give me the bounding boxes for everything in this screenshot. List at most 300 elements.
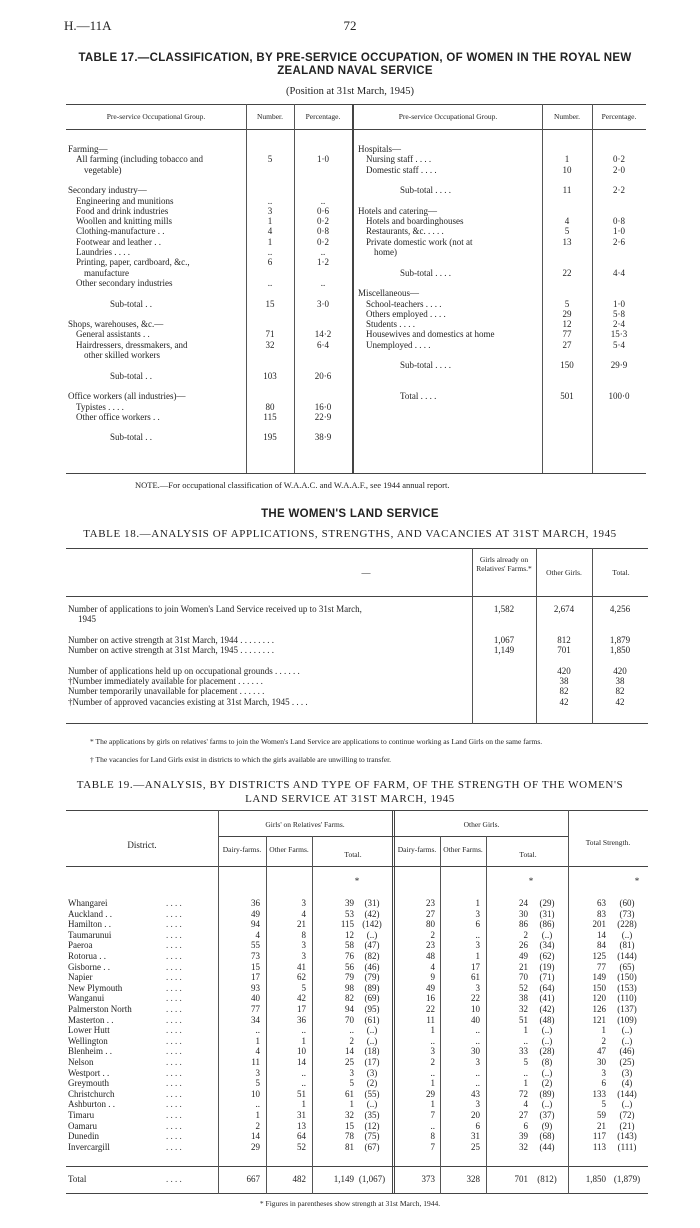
table17-row-label: Other secondary industries [76,277,173,288]
table19-rel-total-header: Total. [344,850,362,859]
table19-cell-f: 22 [471,993,480,1004]
table19-cell-t: 59 [597,1110,606,1120]
table18-row-label: Number on active strength at 31st March, 1944 . . . . . . . . [68,634,274,645]
table19-cell-tp: (111) [617,1141,637,1152]
table19-leader: . . . . [166,982,182,993]
table19-cell-e: 9 [430,972,435,983]
table19-cell-gp: (64) [539,982,555,993]
table18-row-col2: 812 [557,634,571,645]
table19-cell-b: 41 [297,961,306,972]
table19-cell-gp: (86) [539,919,555,930]
table19-cell-tp: (46) [619,1046,635,1057]
table19-cell-b: .. [301,1067,306,1078]
table19-leader: . . . . [166,1141,182,1152]
table19-cell-tp: (228) [617,919,637,930]
table17-row-label: Total . . . . [400,391,437,402]
table19-cell-c: 58 [345,940,354,951]
table19-leader: . . . . [166,1014,182,1025]
table17-row-percentage: 0·6 [317,205,329,216]
table17-row-number: 195 [263,432,277,443]
table19-rel-otherfarms-header: Other Farms. [269,845,309,854]
table17-col-header: Number. [553,112,581,121]
table19-cell-tp: (72) [619,1110,635,1120]
table19-cell-b: 64 [297,1131,306,1142]
table19-cell-cp: (17) [364,1057,380,1067]
table17-row-label: Nursing staff . . . . [366,154,432,165]
table19-cell-e: 16 [426,993,435,1004]
table17-row-number: 5 [564,298,570,309]
table19-leader: . . . . [166,929,182,940]
table19-leader: . . . . [166,1120,182,1131]
table19-cell-b: 1 [301,1099,306,1110]
table17-row-number: 12 [562,319,572,330]
table19-cell-e: 23 [426,940,435,951]
table19-district: Ashburton . . [68,1099,115,1110]
table19-cell-a: 34 [251,1014,260,1025]
table19-cell-gp: (48) [539,1014,555,1025]
table19-leader: . . . . [166,1067,182,1078]
table19-cell-cp: (67) [364,1141,380,1152]
table18-row-label: Number on active strength at 31st March, 1945 . . . . . . . . [68,645,274,656]
table18-row-col3: 42 [615,696,625,707]
table19-cell-b: .. [301,1078,306,1089]
table17-row-number: 22 [562,267,572,278]
table18-col1-header: Girls already on Relatives' Farms.* [476,555,532,573]
page-number: 72 [343,18,357,33]
table17-row-label: All farming (including tobacco and [76,154,203,165]
table17-row-number: 103 [263,370,277,381]
table17-row-label: Sub-total . . [110,370,152,381]
table17-row-percentage: 100·0 [608,391,630,402]
table17-row-number: 13 [562,236,572,247]
table19-cell-f: 40 [471,1014,480,1025]
table19-cell-g: 72 [519,1088,528,1099]
table19-cell-e: 2 [430,929,435,940]
table19-cell-f: 31 [471,1131,480,1142]
table17-row-label: Farming— [68,144,108,154]
table17-row-label: Clothing-manufacture . . [76,226,165,237]
table19-cell-c: 2 [349,1035,354,1046]
table19-leader: . . . . [166,940,182,951]
table18 [66,548,648,724]
table19-cell-e: 1 [430,1078,435,1089]
table19-cell-gp: (19) [539,961,555,972]
table17-row-label: Domestic staff . . . . [366,164,437,175]
table19-cell-t: 149 [592,972,606,983]
table17-row-percentage: 2·6 [613,236,625,247]
table19-cell-t: 84 [597,940,606,951]
table17-row-percentage: 0·2 [317,236,329,247]
table19-cell-cp: (31) [364,898,380,908]
table19-district-header: District. [127,840,157,850]
table18-row-col3: 38 [615,676,625,687]
table19-cell-c: 115 [340,919,354,930]
table19-relatives-header: Girls' on Relatives' Farms. [265,820,345,829]
table19-cell-t: 14 [597,929,606,940]
table19-cell-e: .. [430,1120,435,1131]
table19-district: Westport . . [68,1067,110,1078]
table19-cell-c: 14 [345,1046,354,1057]
table19-cell-t: 77 [597,961,606,972]
table19-cell-t: 83 [597,908,606,919]
table19-leader: . . . . [166,972,182,983]
table17-row-number: 15 [265,298,275,309]
table19-cell-g: 51 [519,1014,528,1025]
table19-cell-b: 10 [297,1046,306,1057]
table19-district: New Plymouth [68,982,123,993]
table19-cell-t: 3 [601,1067,606,1078]
table17-row-label: Printing, paper, cardboard, &c., [76,257,190,268]
table17-row-number: 6 [267,257,273,268]
table17-row-label: Woollen and knitting mills [76,216,173,227]
table19-cell-b: 5 [301,982,306,993]
table19-leader: . . . . [166,919,182,930]
table19-cell-f: .. [475,1025,480,1036]
table17-row-label: Office workers (all industries)— [68,391,186,402]
table19-cell-c: 82 [345,993,354,1004]
table17-row-number: 3 [267,205,273,216]
table19-cell-gp: (2) [541,1078,553,1089]
table17-row-label: vegetable) [84,164,122,175]
table19-cell-b: 13 [297,1120,306,1131]
table17-row-label: Sub-total . . . . [400,267,451,278]
table19-cell-c: 98 [345,982,354,993]
table19-cell-a: 10 [251,1088,260,1099]
table17-row-label: Footwear and leather . . [76,236,161,247]
table19-cell-gp: (34) [539,940,555,951]
table19-cell-cp: (79) [364,972,380,983]
table19-cell-f: 3 [475,908,480,919]
table19-cell-tp: (110) [617,993,637,1004]
table19-cell-b: .. [301,1025,306,1036]
table19-cell-a: 15 [251,961,260,972]
table19-cell-a: 5 [255,1078,260,1089]
table17-row-label: Sub-total . . . . [400,360,451,371]
table18-row-col1: 1,149 [493,645,515,656]
table17-title: TABLE 17.—CLASSIFICATION, BY PRE-SERVICE OCCUPATION, OF WOMEN IN THE ROYAL NEW ZEALAND NAVAL SERVICE [78,52,632,77]
table19-cell-t: 125 [592,951,606,961]
table19-star-oth: * [528,876,534,886]
table19-cell-f: .. [475,929,480,940]
table19-cell-g: 33 [519,1046,528,1057]
table17-row-number: 11 [562,185,572,196]
table19-cell-g: 38 [519,993,528,1004]
table19-cell-g: 21 [519,961,528,972]
table19-cell-e: 7 [430,1141,435,1152]
table19-cell-a: 93 [251,982,260,993]
table17-row-label: Restaurants, &c. . . . . [366,226,444,237]
table17-row-number: 27 [562,339,572,350]
table19-cell-t: 2 [601,1035,606,1046]
table19-cell-f: .. [475,1035,480,1046]
table19-cell-t: 5 [601,1099,606,1110]
table19-cell-e: 7 [430,1110,435,1120]
table19-cell-cp: (1,067) [358,1174,386,1184]
table19-cell-c: 53 [345,908,354,919]
table19-cell-tp: (..) [621,929,633,940]
table19-cell-e: 2 [430,1057,435,1067]
table19-cell-cp: (82) [364,951,380,961]
table17-row-percentage: 2·2 [613,185,625,196]
table19-cell-tp: (4) [621,1078,633,1089]
table19-cell-c: 12 [345,929,354,940]
table17-row-label: other skilled workers [84,350,160,360]
table19-cell-c: 1 [349,1099,354,1110]
table17-row-number: 71 [265,329,275,340]
table19-title-line2: LAND SERVICE AT 31ST MARCH, 1945 [245,793,455,805]
table19-cell-gp: (41) [539,993,555,1004]
table18-col3-header: Total. [612,568,630,577]
table17-row-percentage: .. [320,195,326,206]
table19-cell-e: 1 [430,1025,435,1036]
table19-cell-a: 77 [251,1004,260,1014]
table19-cell-t: 117 [592,1131,606,1142]
table17-row-number: 77 [562,329,572,340]
table17-row-percentage: 1·0 [613,298,625,309]
table19-district: Napier [68,972,93,983]
table19-cell-gp: (..) [541,929,553,940]
table17-row-label: Shops, warehouses, &c.— [68,319,164,330]
table18-row-col2: 82 [559,686,569,697]
table18-footnote-1: * The applications by girls on relatives' farms to join the Women's Land Service are applications to continue working as Land Girls on the same farms. [90,737,543,746]
table17-row-label: Secondary industry— [68,185,147,196]
table19-cell-b: 8 [301,929,306,940]
table19-cell-c: 94 [345,1004,354,1014]
table19-district: Taumarunui [68,929,112,940]
table19-cell-f: 10 [471,1004,480,1014]
table19-cell-e: .. [430,1067,435,1078]
table18-row-label: 1945 [78,614,96,625]
table19-cell-tp: (21) [619,1120,635,1131]
table19-leader: . . . . [166,1110,182,1120]
table17-col-header: Percentage. [305,112,341,121]
table19-oth-total-header: Total. [519,850,537,859]
table19-cell-gp: (..) [541,1035,553,1046]
table19-cell-cp: (142) [362,919,382,930]
table19-total-header: Total Strength. [585,838,631,847]
table19-cell-f: 1 [475,898,480,908]
table19-cell-c: 39 [345,898,354,908]
table19-cell-b: 36 [297,1014,306,1025]
table19-cell-tp: (143) [617,1131,637,1142]
table19-cell-e: 1 [430,1099,435,1110]
table19-cell-f: 43 [471,1088,480,1099]
table17-col-header: Percentage. [601,112,637,121]
table17-row-percentage: 1·0 [317,154,329,165]
table19-cell-t: 120 [592,993,606,1004]
table19-cell-f: 20 [471,1110,480,1120]
table17-row-percentage: 14·2 [314,329,332,340]
table17-row-percentage: 16·0 [314,401,332,412]
table19-cell-f: 3 [475,982,480,993]
table18-row-label: †Number immediately available for placement . . . . . . [68,676,263,687]
table19-cell-g: 1 [523,1078,528,1089]
table18-row-col3: 1,879 [609,634,631,645]
table18-row-label: Number temporarily unavailable for placement . . . . . . [68,686,265,697]
table17-row-number: 29 [562,308,572,319]
table17-row-percentage: 29·9 [610,360,628,371]
table19-cell-g: 4 [523,1099,528,1110]
table19-district: Masterton . . [68,1014,114,1025]
table19-star-total: * [634,876,640,886]
table19-cell-b: 21 [297,919,306,930]
table17-row-label: Unemployed . . . . [366,339,431,350]
table17-row-label: home) [374,247,397,257]
table19-cell-f: 30 [471,1046,480,1057]
table19-cell-tp: (137) [617,1004,637,1014]
table17-row-label: Sub-total . . . . [400,185,451,196]
table19-cell-cp: (55) [364,1088,380,1099]
wls-heading: THE WOMEN'S LAND SERVICE [261,508,439,520]
table19-cell-tp: (..) [621,1025,633,1036]
table17-row-percentage: 15·3 [610,329,628,340]
table19-cell-tp: (109) [617,1014,637,1025]
table19-cell-c: 5 [349,1078,354,1089]
table19-cell-g: 70 [519,972,528,983]
table19-cell-f: 1 [475,951,480,961]
table19-cell-gp: (..) [541,1067,553,1078]
table19-cell-e: 8 [430,1131,435,1142]
table19-cell-c: .. [349,1025,354,1036]
table19-cell-g: 30 [519,908,528,919]
table19-cell-gp: (812) [537,1174,557,1184]
table17-row-label: Hairdressers, dressmakers, and [76,339,188,350]
table19-cell-gp: (62) [539,951,555,961]
table19-cell-e: .. [430,1035,435,1046]
table19-district: Invercargill [68,1141,110,1152]
table19-cell-tp: (150) [617,972,637,983]
table17-row-percentage: 4·4 [613,267,625,278]
table17-row-percentage: 1·2 [317,257,329,268]
table19-cell-t: 150 [592,982,606,993]
table18-footnote-2: † The vacancies for Land Girls exist in districts to which the girls available are unwilling to transfer. [90,755,392,764]
table17-row-label: Miscellaneous— [358,288,419,299]
table19-cell-f: 328 [466,1174,480,1184]
table19-cell-cp: (46) [364,961,380,972]
table19-cell-c: 78 [345,1131,354,1142]
table19-district: Palmerston North [68,1004,132,1014]
table19-cell-cp: (75) [364,1131,380,1142]
table19-cell-f: 3 [475,1057,480,1067]
table18-row-col3: 1,850 [609,645,631,656]
table19-district: Dunedin [68,1131,99,1142]
table18-title: TABLE 18.—ANALYSIS OF APPLICATIONS, STRENGTHS, AND VACANCIES AT 31ST MARCH, 1945 [83,528,617,540]
table19-district: Gisborne . . [68,961,110,972]
table19-cell-gp: (89) [539,1088,555,1099]
table19-cell-f: 61 [471,972,480,983]
table19-cell-c: 3 [349,1067,354,1078]
table19-cell-g: 6 [523,1120,528,1131]
table19-cell-gp: (31) [539,908,555,919]
table17-row-percentage: .. [320,277,326,288]
table19 [66,810,648,1194]
table19-cell-a: 17 [251,972,260,983]
table19-cell-a: 1 [255,1035,260,1046]
table19-district: Wellington [68,1035,108,1046]
table19-district: Oamaru [68,1120,97,1131]
table19-cell-e: 48 [426,951,435,961]
table19-district: Rotorua . . [68,951,106,961]
table19-cell-a: 29 [251,1141,260,1152]
table17-row-percentage: 0·2 [613,154,625,165]
table19-cell-cp: (..) [366,1025,378,1036]
table19-leader: . . . . [166,1099,182,1110]
table19-cell-e: 373 [421,1174,435,1184]
table17-row-number: 5 [564,226,570,237]
table19-cell-b: 3 [301,940,306,951]
table18-row-col3: 82 [615,686,625,697]
table17-row-percentage: 38·9 [314,432,332,443]
table19-leader: . . . . [166,908,182,919]
report-code: H.—11A [64,18,112,33]
table19-cell-b: 3 [301,951,306,961]
table19-cell-b: 3 [301,898,306,908]
table17-row-percentage: 2·4 [613,319,625,330]
table19-district: Paeroa [68,940,93,951]
table17-row-number: 1 [564,154,570,165]
table19-cell-gp: (28) [539,1046,555,1057]
table19-cell-c: 56 [345,961,354,972]
table19-cell-b: 17 [297,1004,306,1014]
table19-cell-a: .. [255,1025,260,1036]
table19-cell-cp: (42) [364,908,380,919]
table17-row-label: School-teachers . . . . [366,298,442,309]
table17-row-label: Laundries . . . . [76,247,130,257]
table19-cell-tp: (73) [619,908,635,919]
table19-cell-g: 52 [519,982,528,993]
table19-cell-a: .. [255,1099,260,1110]
table18-row-col2: 38 [559,676,569,687]
table19-cell-g: 39 [519,1131,528,1142]
table19-cell-gp: (42) [539,1004,555,1014]
table17-row-percentage: 5·4 [613,339,625,350]
table19-leader: . . . . [166,1035,182,1046]
table17-row-number: 4 [267,226,273,237]
table17-row-label: Food and drink industries [76,205,169,216]
table19-cell-f: 17 [471,961,480,972]
table17-col-header: Pre-service Occupational Group. [398,112,498,121]
table19-cell-e: 80 [426,919,435,930]
table18-row-col1: 1,582 [493,604,515,614]
table17-row-label: Housewives and domestics at home [366,329,495,340]
table19-cell-tp: (..) [621,1099,633,1110]
table17 [66,104,646,474]
table19-cell-f: 6 [475,919,480,930]
table17-row-label: Hotels and catering— [358,205,437,216]
table19-cell-gp: (9) [541,1120,553,1131]
table19-cell-cp: (95) [364,1004,380,1014]
table18-row-label: †Number of approved vacancies existing at 31st March, 1945 . . . . [68,696,308,707]
table17-row-label: Students . . . . [366,319,416,330]
table19-leader: . . . . [166,1088,182,1099]
table17-row-number: 115 [263,411,277,422]
table19-cell-tp: (144) [617,1088,637,1099]
table17-row-number: 4 [564,216,570,227]
table19-cell-a: 73 [251,951,260,961]
table19-district: Greymouth [68,1078,109,1089]
table19-cell-e: 11 [426,1014,435,1025]
table19-cell-c: 81 [345,1141,354,1152]
table19-footnote: * Figures in parentheses show strength at 31st March, 1944. [259,1199,441,1208]
table19-district: Total [68,1174,87,1184]
table19-leader: . . . . [166,993,182,1004]
table19-cell-e: 4 [430,961,435,972]
table19-cell-b: 4 [301,908,306,919]
table18-row-col2: 42 [559,696,569,707]
table18-row-col2: 420 [557,665,571,676]
table19-district: Auckland . . [68,908,112,919]
table19-cell-cp: (12) [364,1120,380,1131]
